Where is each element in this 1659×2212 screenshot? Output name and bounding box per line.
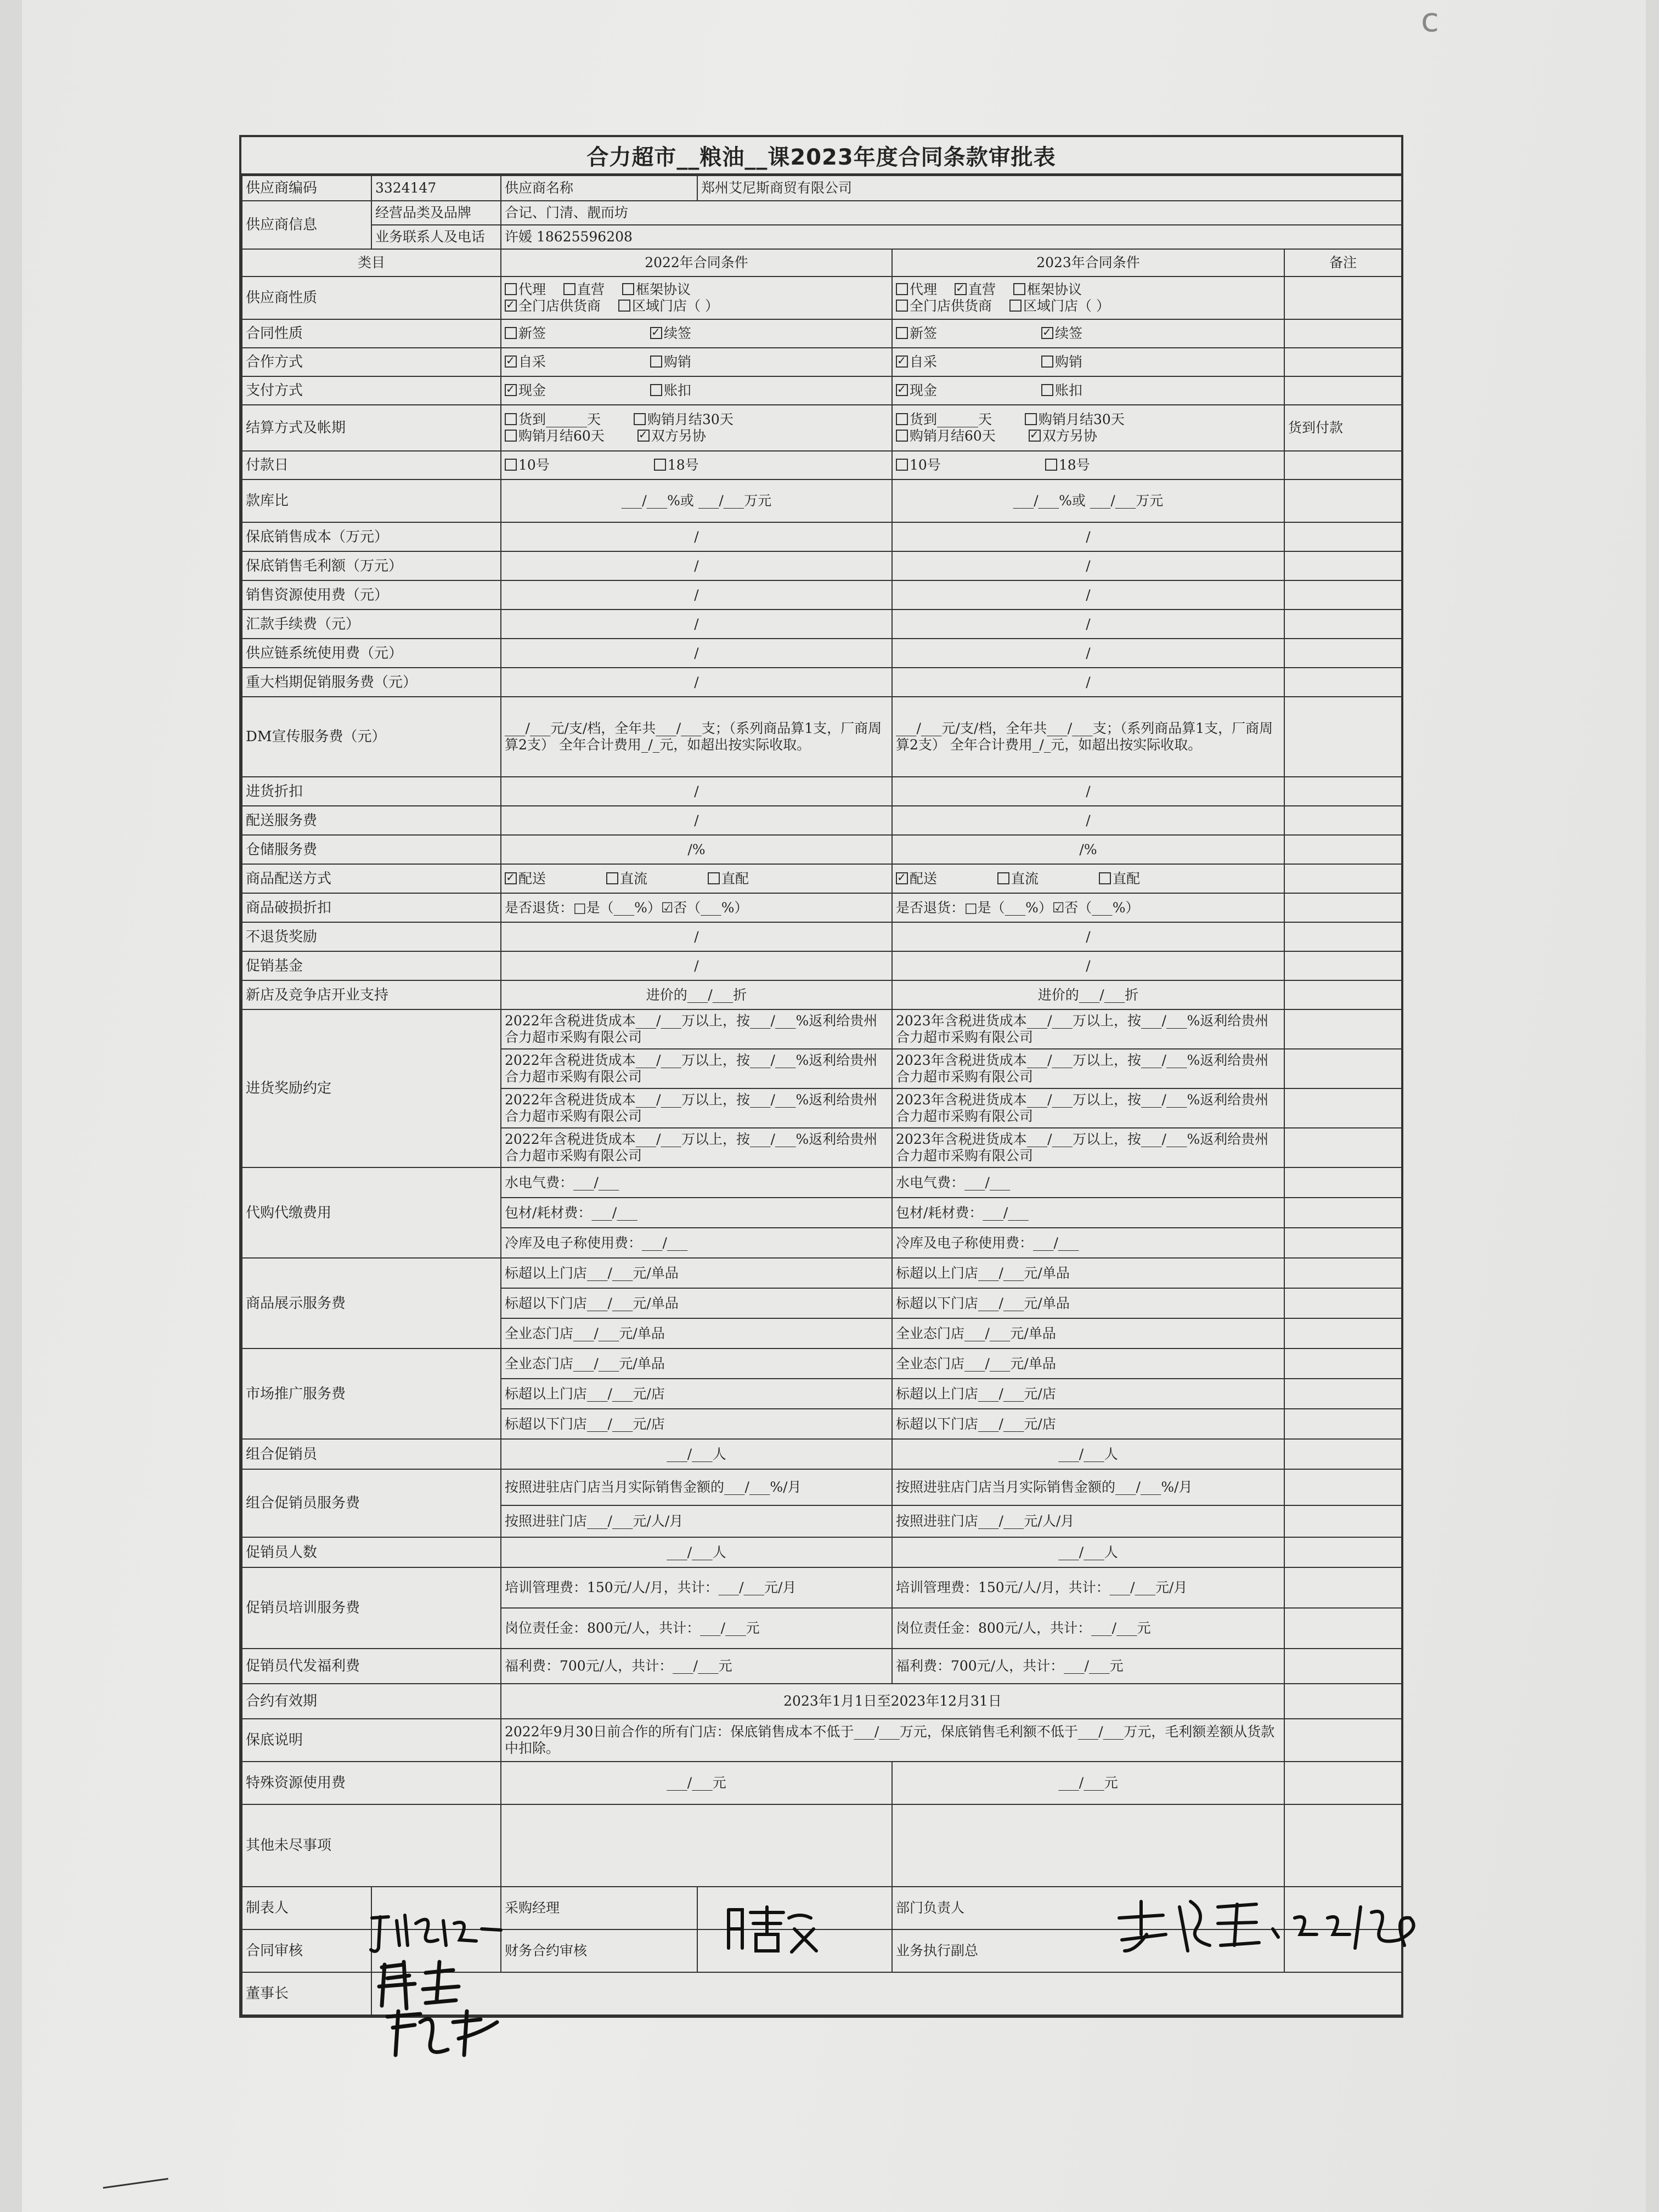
- remit-2023: /: [892, 610, 1284, 639]
- remark-cell: [1284, 1537, 1402, 1567]
- checkbox-icon[interactable]: [563, 283, 575, 295]
- remark-cell: [1284, 479, 1402, 522]
- remark-cell: [1284, 1228, 1402, 1258]
- checkbox-icon[interactable]: [1013, 283, 1025, 295]
- payday-label: 付款日: [242, 451, 501, 479]
- checkbox-icon[interactable]: [650, 327, 662, 339]
- no-return-2022: /: [501, 922, 892, 951]
- col-2023: 2023年合同条件: [892, 249, 1284, 276]
- checkbox-icon[interactable]: [896, 384, 908, 396]
- damage-2023: 是否退货：□是（___%）☑否（___%）: [892, 893, 1284, 922]
- opt-cash: 现金: [518, 382, 546, 398]
- chairman-sign: [371, 1972, 1402, 2015]
- remit-2022: /: [501, 610, 892, 639]
- opt-direct-delivery: 直配: [1113, 870, 1141, 887]
- checkbox-icon[interactable]: [955, 283, 967, 295]
- supplier-info-label: 供应商信息: [242, 201, 371, 249]
- remark-cell: [1284, 1318, 1402, 1348]
- supplier-code-label: 供应商编码: [242, 176, 371, 201]
- incentive-2022-4: 2022年含税进货成本___/___万以上，按___/___%返利给贵州合力超市采购有限公司: [501, 1128, 892, 1167]
- vp-label: 业务执行副总: [892, 1929, 1284, 1972]
- opt-30days: 购销月结30天: [647, 411, 733, 427]
- purchase-discount-label: 进货折扣: [242, 777, 501, 806]
- coop-2022: [501, 348, 892, 376]
- pen-mark: ᴄ: [1421, 1, 1439, 40]
- incentive-2023-4: 2023年含税进货成本___/___万以上，按___/___%返利给贵州合力超市采购有限公司: [892, 1128, 1284, 1167]
- validity-label: 合约有效期: [242, 1684, 501, 1719]
- storage-fee-2023: /%: [892, 835, 1284, 864]
- combo-promoter-label: 组合促销员: [242, 1439, 501, 1469]
- col-2022: 2022年合同条件: [501, 249, 892, 276]
- coop-label: 合作方式: [242, 348, 501, 376]
- checkbox-icon[interactable]: [896, 413, 908, 425]
- contract-2023: [892, 319, 1284, 348]
- opt-purchase: 购销: [1055, 354, 1083, 370]
- display-2022-b: 标超以下门店___/___元/单品: [501, 1288, 892, 1318]
- incentive-2023-1: 2023年含税进货成本___/___万以上，按___/___%返利给贵州合力超市采购有限公司: [892, 1009, 1284, 1049]
- promo-fund-2022: /: [501, 951, 892, 980]
- checkbox-icon[interactable]: [505, 413, 517, 425]
- brand-label: 经营品类及品牌: [371, 201, 501, 225]
- remark-cell: [1284, 319, 1402, 348]
- checkbox-icon[interactable]: [634, 413, 646, 425]
- nature-label: 供应商性质: [242, 276, 501, 319]
- major-promo-2023: /: [892, 668, 1284, 697]
- incentive-2023-3: 2023年含税进货成本___/___万以上，按___/___%返利给贵州合力超市采购有限公司: [892, 1088, 1284, 1128]
- checkbox-icon[interactable]: [896, 430, 908, 442]
- checkbox-icon[interactable]: [896, 283, 908, 295]
- remark-cell: [1284, 1288, 1402, 1318]
- opt-direct-delivery: 直配: [721, 870, 749, 887]
- purchase-discount-2022: /: [501, 777, 892, 806]
- checkbox-icon[interactable]: [505, 327, 517, 339]
- checkbox-icon[interactable]: [650, 356, 662, 368]
- new-store-2022: 进价的___/___折: [501, 980, 892, 1009]
- opt-new: 新签: [518, 325, 546, 341]
- checkbox-icon[interactable]: [997, 872, 1009, 884]
- checkbox-icon[interactable]: [1041, 384, 1053, 396]
- combo-fee-2023-b: 按照进驻门店___/___元/人/月: [892, 1505, 1284, 1537]
- major-promo-label: 重大档期促销服务费（元）: [242, 668, 501, 697]
- dm-label: DM宣传服务费（元）: [242, 697, 501, 777]
- checkbox-icon[interactable]: [505, 356, 517, 368]
- welfare-label: 促销员代发福利费: [242, 1649, 501, 1684]
- opt-agent: 代理: [518, 281, 546, 297]
- dm-2023: ___/___元/支/档，全年共___/___支；（系列商品算1支，厂商周算2支） 全年合计费用_/_元，如超出按实际收取。: [892, 697, 1284, 777]
- remark-cell: [1284, 580, 1402, 610]
- damage-label: 商品破损折扣: [242, 893, 501, 922]
- checkbox-icon[interactable]: [1041, 356, 1053, 368]
- checkbox-icon[interactable]: [637, 430, 650, 442]
- col-remarks: 备注: [1284, 249, 1402, 276]
- opt-60days: 购销月结60天: [910, 428, 996, 444]
- remark-cell: [1284, 1409, 1402, 1439]
- remark-cell: [1284, 1439, 1402, 1469]
- remark-cell: [1284, 1804, 1402, 1887]
- market-2023-b: 标超以上门店___/___元/店: [892, 1379, 1284, 1409]
- display-2023-c: 全业态门店___/___元/单品: [892, 1318, 1284, 1348]
- remark-cell: [1284, 1684, 1402, 1719]
- guarantee-label: 保底说明: [242, 1719, 501, 1762]
- opt-distribution: 配送: [910, 870, 938, 887]
- market-label: 市场推广服务费: [242, 1348, 501, 1439]
- remark-cell: [1284, 1009, 1402, 1049]
- dm-2022: ___/___元/支/档，全年共___/___支；（系列商品算1支，厂商周算2支） 全年合计费用_/_元，如超出按实际收取。: [501, 697, 892, 777]
- market-2023-c: 标超以下门店___/___元/店: [892, 1409, 1284, 1439]
- guarantee-value: 2022年9月30日前合作的所有门店：保底销售成本不低于___/___万元，保底销售毛利额不低于___/___万元，毛利额差额从货款中扣除。: [501, 1719, 1284, 1762]
- form-title: 合力超市__粮油__课2023年度合同条款审批表: [241, 137, 1401, 175]
- no-return-2023: /: [892, 922, 1284, 951]
- opt-regional: 区域门店（ ）: [632, 298, 719, 314]
- chairman-label: 董事长: [242, 1972, 371, 2015]
- remark-cell: [1284, 1167, 1402, 1198]
- incentive-2023-2: 2023年含税进货成本___/___万以上，按___/___%返利给贵州合力超市采购有限公司: [892, 1049, 1284, 1088]
- remark-cell: [1284, 1567, 1402, 1608]
- agency-2022-a: 水电气费：___/___: [501, 1167, 892, 1198]
- other-label: 其他未尽事项: [242, 1804, 501, 1887]
- min-cost-label: 保底销售成本（万元）: [242, 522, 501, 551]
- checkbox-icon[interactable]: [654, 459, 666, 471]
- opt-deduct: 账扣: [1055, 382, 1083, 398]
- training-2022-b: 岗位责任金：800元/人，共计：___/___元: [501, 1608, 892, 1649]
- combo-promoter-2023: ___/___人: [892, 1439, 1284, 1469]
- handwritten-signature: [366, 1907, 504, 1956]
- opt-all-stores: 全门店供货商: [518, 298, 601, 314]
- market-2023-a: 全业态门店___/___元/单品: [892, 1348, 1284, 1379]
- display-label: 商品展示服务费: [242, 1258, 501, 1348]
- checkbox-icon[interactable]: [650, 384, 662, 396]
- remark-cell: [1284, 1505, 1402, 1537]
- remark-cell: [1284, 806, 1402, 835]
- remark-cell: [1284, 1719, 1402, 1762]
- opt-18th: 18号: [667, 457, 699, 473]
- training-2023-a: 培训管理费：150元/人/月，共计：___/___元/月: [892, 1567, 1284, 1608]
- checkbox-icon[interactable]: [618, 300, 630, 312]
- opt-deduct: 账扣: [664, 382, 692, 398]
- opt-distribution: 配送: [518, 870, 546, 887]
- delivery-fee-2022: /: [501, 806, 892, 835]
- col-category: 类目: [242, 249, 501, 276]
- incentive-2022-3: 2022年含税进货成本___/___万以上，按___/___%返利给贵州合力超市采购有限公司: [501, 1088, 892, 1128]
- delivery-mode-2022: [501, 864, 892, 893]
- checkbox-icon[interactable]: [1025, 413, 1037, 425]
- remark-cell: [1284, 376, 1402, 405]
- handwritten-signature: [371, 1956, 503, 2066]
- remark-cell: [1284, 1379, 1402, 1409]
- supplier-name: 郑州艾尼斯商贸有限公司: [697, 176, 1402, 201]
- remark-cell: [1284, 1049, 1402, 1088]
- market-2022-a: 全业态门店___/___元/单品: [501, 1348, 892, 1379]
- settle-label: 结算方式及帐期: [242, 405, 501, 451]
- opt-on-arrival: 货到______天: [518, 411, 601, 427]
- promo-fund-2023: /: [892, 951, 1284, 980]
- agency-2023-c: 冷库及电子称使用费：___/___: [892, 1228, 1284, 1258]
- maker-label: 制表人: [242, 1887, 371, 1929]
- remark-cell: [1284, 835, 1402, 864]
- checkbox-icon[interactable]: [1045, 459, 1057, 471]
- remark-cell: [1284, 951, 1402, 980]
- stock-2022: ___/___%或 ___/___万元: [501, 479, 892, 522]
- remark-cell: [1284, 922, 1402, 951]
- opt-new: 新签: [910, 325, 938, 341]
- nature-2022: [501, 276, 892, 319]
- purchase-mgr-label: 采购经理: [501, 1887, 697, 1929]
- validity-value: 2023年1月1日至2023年12月31日: [501, 1684, 1284, 1719]
- opt-flow: 直流: [620, 870, 648, 887]
- promoter-count-2022: ___/___人: [501, 1537, 892, 1567]
- supply-chain-label: 供应链系统使用费（元）: [242, 639, 501, 668]
- checkbox-icon[interactable]: [505, 872, 517, 884]
- contact-value: 许媛 18625596208: [501, 225, 1402, 249]
- welfare-2022: 福利费：700元/人，共计：___/___元: [501, 1649, 892, 1684]
- remark-cell: [1284, 893, 1402, 922]
- promo-fund-label: 促销基金: [242, 951, 501, 980]
- storage-fee-label: 仓储服务费: [242, 835, 501, 864]
- opt-agent: 代理: [910, 281, 938, 297]
- remark-cell: [1284, 639, 1402, 668]
- remark-cell: [1284, 1348, 1402, 1379]
- opt-30days: 购销月结30天: [1039, 411, 1125, 427]
- checkbox-icon[interactable]: [896, 459, 908, 471]
- checkbox-icon[interactable]: [1029, 430, 1041, 442]
- supplier-name-label: 供应商名称: [501, 176, 697, 201]
- stock-label: 款库比: [242, 479, 501, 522]
- contract-review-label: 合同审核: [242, 1929, 371, 1972]
- handwritten-signature: [723, 1901, 822, 1956]
- opt-direct: 直营: [968, 281, 996, 297]
- display-2022-a: 标超以上门店___/___元/单品: [501, 1258, 892, 1288]
- remark-cell: [1284, 610, 1402, 639]
- agency-2022-c: 冷库及电子称使用费：___/___: [501, 1228, 892, 1258]
- finance-review-label: 财务合约审核: [501, 1929, 697, 1972]
- opt-negotiated: 双方另协: [651, 428, 706, 444]
- storage-fee-2022: /%: [501, 835, 892, 864]
- incentive-2022-1: 2022年含税进货成本___/___万以上，按___/___%返利给贵州合力超市采购有限公司: [501, 1009, 892, 1049]
- dept-head-label: 部门负责人: [892, 1887, 1284, 1929]
- checkbox-icon[interactable]: [1009, 300, 1022, 312]
- supplier-code: 3324147: [371, 176, 501, 201]
- supply-chain-2022: /: [501, 639, 892, 668]
- remark-cell: [1284, 980, 1402, 1009]
- settle-2022: [501, 405, 892, 451]
- checkbox-icon[interactable]: [606, 872, 618, 884]
- remark-cell: [1284, 276, 1402, 319]
- opt-regional: 区域门店（ ）: [1023, 298, 1110, 314]
- incentive-label: 进货奖励约定: [242, 1009, 501, 1167]
- remark-cell: [1284, 1198, 1402, 1228]
- opt-cash: 现金: [910, 382, 938, 398]
- settle-remark: 货到付款: [1284, 405, 1402, 451]
- promoter-count-2023: ___/___人: [892, 1537, 1284, 1567]
- opt-direct: 直营: [577, 281, 605, 297]
- contact-label: 业务联系人及电话: [371, 225, 501, 249]
- special-label: 特殊资源使用费: [242, 1762, 501, 1804]
- new-store-label: 新店及竞争店开业支持: [242, 980, 501, 1009]
- min-cost-2023: /: [892, 522, 1284, 551]
- remark-cell: [1284, 697, 1402, 777]
- opt-self: 自采: [518, 354, 546, 370]
- agency-label: 代购代缴费用: [242, 1167, 501, 1258]
- opt-18th: 18号: [1058, 457, 1090, 473]
- other-2023: [892, 1804, 1284, 1887]
- delivery-mode-label: 商品配送方式: [242, 864, 501, 893]
- stock-2023: ___/___%或 ___/___万元: [892, 479, 1284, 522]
- checkbox-icon[interactable]: [896, 300, 908, 312]
- checkbox-icon[interactable]: [505, 384, 517, 396]
- delivery-fee-2023: /: [892, 806, 1284, 835]
- delivery-fee-label: 配送服务费: [242, 806, 501, 835]
- resource-2023: /: [892, 580, 1284, 610]
- new-store-2023: 进价的___/___折: [892, 980, 1284, 1009]
- remark-cell: [1284, 348, 1402, 376]
- remark-cell: [1284, 1762, 1402, 1804]
- nature-2023: [892, 276, 1284, 319]
- agency-2022-b: 包材/耗材费：___/___: [501, 1198, 892, 1228]
- training-2022-a: 培训管理费：150元/人/月，共计：___/___元/月: [501, 1567, 892, 1608]
- remark-cell: [1284, 1258, 1402, 1288]
- combo-fee-2022-b: 按照进驻门店___/___元/人/月: [501, 1505, 892, 1537]
- brand-value: 合记、门清、靓而坊: [501, 201, 1402, 225]
- other-2022: [501, 1804, 892, 1887]
- training-label: 促销员培训服务费: [242, 1567, 501, 1649]
- checkbox-icon[interactable]: [1041, 327, 1053, 339]
- agency-2023-a: 水电气费：___/___: [892, 1167, 1284, 1198]
- checkbox-icon[interactable]: [896, 327, 908, 339]
- min-margin-2023: /: [892, 551, 1284, 580]
- major-promo-2022: /: [501, 668, 892, 697]
- remark-cell: [1284, 1649, 1402, 1684]
- remark-cell: [1284, 451, 1402, 479]
- checkbox-icon[interactable]: [505, 300, 517, 312]
- no-return-label: 不退货奖励: [242, 922, 501, 951]
- opt-renew: 续签: [664, 325, 692, 341]
- display-2023-a: 标超以上门店___/___元/单品: [892, 1258, 1284, 1288]
- opt-flow: 直流: [1011, 870, 1039, 887]
- opt-60days: 购销月结60天: [518, 428, 605, 444]
- checkbox-icon[interactable]: [708, 872, 720, 884]
- contract-label: 合同性质: [242, 319, 501, 348]
- opt-negotiated: 双方另协: [1042, 428, 1097, 444]
- remark-cell: [1284, 1128, 1402, 1167]
- remark-cell: [1284, 864, 1402, 893]
- coop-2023: [892, 348, 1284, 376]
- checkbox-icon[interactable]: [622, 283, 634, 295]
- opt-10th: 10号: [910, 457, 941, 473]
- resource-2022: /: [501, 580, 892, 610]
- form-table: [241, 175, 1402, 2016]
- resource-label: 销售资源使用费（元）: [242, 580, 501, 610]
- damage-2022: 是否退货：□是（___%）☑否（___%）: [501, 893, 892, 922]
- special-2022: ___/___元: [501, 1762, 892, 1804]
- opt-framework: 框架协议: [1027, 281, 1082, 297]
- approval-form: [239, 135, 1403, 2018]
- combo-fee-2023-a: 按照进驻店门店当月实际销售金额的___/___%/月: [892, 1469, 1284, 1505]
- opt-on-arrival: 货到______天: [910, 411, 992, 427]
- remark-cell: [1284, 1088, 1402, 1128]
- combo-promoter-2022: ___/___人: [501, 1439, 892, 1469]
- pay-2023: [892, 376, 1284, 405]
- welfare-2023: 福利费：700元/人，共计：___/___元: [892, 1649, 1284, 1684]
- min-margin-label: 保底销售毛利额（万元）: [242, 551, 501, 580]
- opt-purchase: 购销: [664, 354, 692, 370]
- remark-cell: [1284, 668, 1402, 697]
- remark-cell: [1284, 522, 1402, 551]
- remark-cell: [1284, 551, 1402, 580]
- remark-cell: [1284, 1469, 1402, 1505]
- supply-chain-2023: /: [892, 639, 1284, 668]
- market-2022-b: 标超以上门店___/___元/店: [501, 1379, 892, 1409]
- training-2023-b: 岗位责任金：800元/人，共计：___/___元: [892, 1608, 1284, 1649]
- payday-2023: [892, 451, 1284, 479]
- purchase-discount-2023: /: [892, 777, 1284, 806]
- min-margin-2022: /: [501, 551, 892, 580]
- pay-label: 支付方式: [242, 376, 501, 405]
- checkbox-icon[interactable]: [896, 872, 908, 884]
- market-2022-c: 标超以下门店___/___元/店: [501, 1409, 892, 1439]
- contract-2022: [501, 319, 892, 348]
- opt-self: 自采: [910, 354, 938, 370]
- delivery-mode-2023: [892, 864, 1284, 893]
- promoter-count-label: 促销员人数: [242, 1537, 501, 1567]
- checkbox-icon[interactable]: [505, 459, 517, 471]
- remit-label: 汇款手续费（元）: [242, 610, 501, 639]
- agency-2023-b: 包材/耗材费：___/___: [892, 1198, 1284, 1228]
- incentive-2022-2: 2022年含税进货成本___/___万以上，按___/___%返利给贵州合力超市采购有限公司: [501, 1049, 892, 1088]
- payday-2022: [501, 451, 892, 479]
- remark-cell: [1284, 777, 1402, 806]
- min-cost-2022: /: [501, 522, 892, 551]
- checkbox-icon[interactable]: [896, 356, 908, 368]
- settle-2023: [892, 405, 1284, 451]
- special-2023: ___/___元: [892, 1762, 1284, 1804]
- checkbox-icon[interactable]: [505, 283, 517, 295]
- opt-framework: 框架协议: [636, 281, 691, 297]
- combo-fee-2022-a: 按照进驻店门店当月实际销售金额的___/___%/月: [501, 1469, 892, 1505]
- remark-cell: [1284, 1608, 1402, 1649]
- handwritten-signature: [1114, 1896, 1432, 1956]
- display-2023-b: 标超以下门店___/___元/单品: [892, 1288, 1284, 1318]
- pay-2022: [501, 376, 892, 405]
- checkbox-icon[interactable]: [505, 430, 517, 442]
- opt-all-stores: 全门店供货商: [910, 298, 992, 314]
- checkbox-icon[interactable]: [1099, 872, 1111, 884]
- combo-fee-label: 组合促销员服务费: [242, 1469, 501, 1537]
- opt-renew: 续签: [1055, 325, 1083, 341]
- display-2022-c: 全业态门店___/___元/单品: [501, 1318, 892, 1348]
- opt-10th: 10号: [518, 457, 550, 473]
